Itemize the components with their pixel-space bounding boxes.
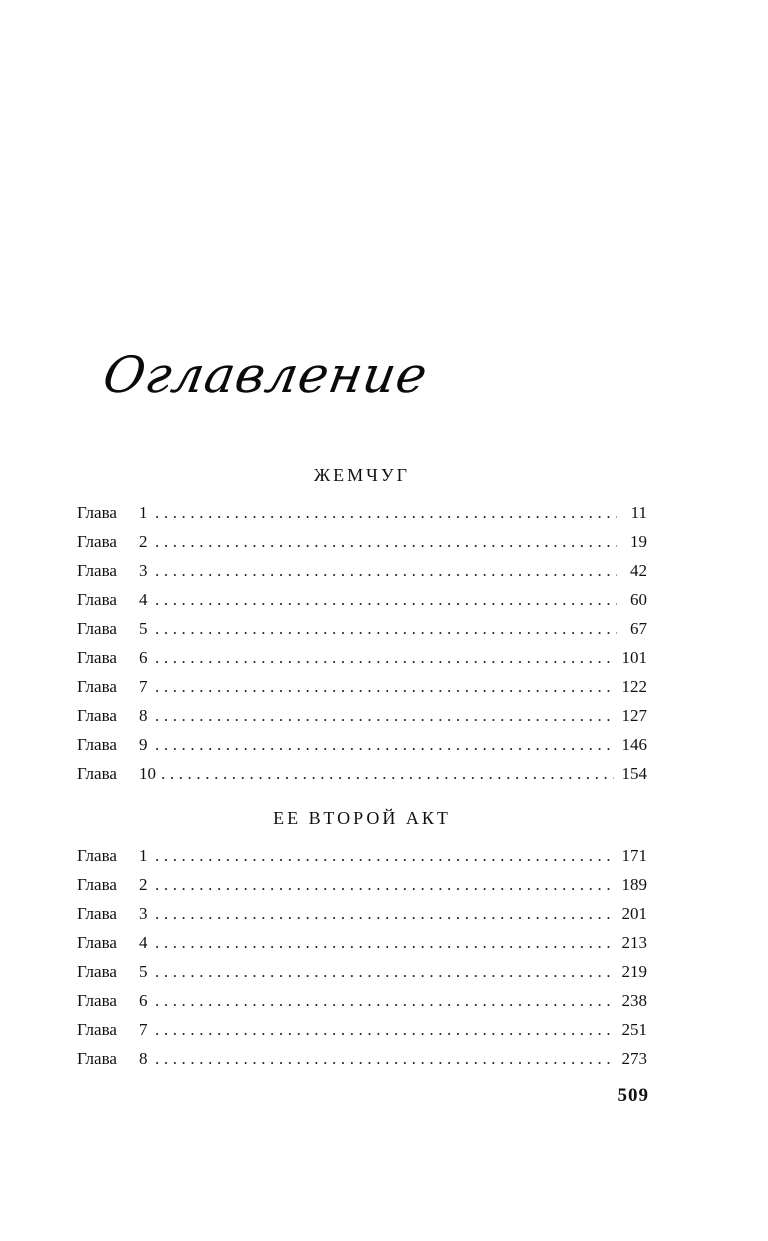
dot-leader (155, 614, 617, 643)
chapter-label: Глава (77, 764, 117, 783)
chapter-number: 6 (139, 991, 148, 1010)
toc-entry (77, 672, 647, 701)
toc-entry (77, 957, 647, 986)
section-heading: ЖЕМЧУГ (314, 465, 410, 485)
chapter-number: 8 (139, 1049, 148, 1068)
chapter-number: 8 (139, 706, 148, 725)
toc-section-2 (77, 806, 647, 1073)
dot-leader (155, 672, 614, 701)
chapter-page-number: 154 (621, 764, 647, 783)
chapter-label: Глава (77, 735, 117, 754)
chapter-page-number: 238 (621, 991, 647, 1010)
dot-leader (155, 585, 617, 614)
chapter-number: 4 (139, 933, 148, 952)
toc-entry (77, 986, 647, 1015)
chapter-label: Глава (77, 677, 117, 696)
chapter-page-number: 189 (621, 875, 647, 894)
chapter-page-number: 273 (621, 1049, 647, 1068)
toc-entry (77, 870, 647, 899)
toc-entry (77, 556, 647, 585)
chapter-page-number: 213 (621, 933, 647, 952)
chapter-number: 6 (139, 648, 148, 667)
dot-leader (155, 928, 614, 957)
dot-leader (155, 1044, 614, 1073)
chapter-label: Глава (77, 846, 117, 865)
dot-leader (155, 730, 614, 759)
chapter-label: Глава (77, 1049, 117, 1068)
chapter-label: Глава (77, 933, 117, 952)
chapter-label: Глава (77, 561, 117, 580)
chapter-number: 2 (139, 532, 148, 551)
chapter-label: Глава (77, 619, 117, 638)
dot-leader (155, 957, 614, 986)
dot-leader (155, 841, 614, 870)
toc-entry (77, 730, 647, 759)
toc-entry (77, 643, 647, 672)
toc-entry (77, 527, 647, 556)
chapter-page-number: 42 (630, 561, 647, 580)
dot-leader (155, 899, 614, 928)
chapter-number: 3 (139, 561, 148, 580)
chapter-page-number: 122 (621, 677, 647, 696)
dot-leader (155, 1015, 614, 1044)
chapter-label: Глава (77, 648, 117, 667)
dot-leader (155, 527, 617, 556)
dot-leader (155, 556, 617, 585)
chapter-label: Глава (77, 590, 117, 609)
chapter-number: 1 (139, 503, 148, 522)
chapter-page-number: 67 (630, 619, 647, 638)
dot-leader (155, 986, 614, 1015)
dot-leader (155, 701, 614, 730)
chapter-label: Глава (77, 991, 117, 1010)
chapter-number: 5 (139, 962, 148, 981)
toc-entry (77, 701, 647, 730)
chapter-page-number: 101 (621, 648, 647, 667)
chapter-list (77, 841, 647, 1073)
chapter-number: 10 (139, 764, 156, 783)
toc-entry (77, 928, 647, 957)
chapter-label: Глава (77, 503, 117, 522)
chapter-page-number: 60 (630, 590, 647, 609)
chapter-number: 2 (139, 875, 148, 894)
chapter-page-number: 219 (621, 962, 647, 981)
chapter-label: Глава (77, 532, 117, 551)
page-number: 509 (617, 1085, 649, 1106)
chapter-number: 7 (139, 1020, 148, 1039)
toc-entry (77, 841, 647, 870)
chapter-number: 4 (139, 590, 148, 609)
chapter-number: 9 (139, 735, 148, 754)
chapter-label: Глава (77, 875, 117, 894)
chapter-list (77, 498, 647, 788)
chapter-label: Глава (77, 962, 117, 981)
chapter-number: 5 (139, 619, 148, 638)
chapter-page-number: 251 (621, 1020, 647, 1039)
chapter-label: Глава (77, 706, 117, 725)
toc-entry (77, 759, 647, 788)
toc-entry (77, 585, 647, 614)
chapter-label: Глава (77, 904, 117, 923)
chapter-page-number: 127 (621, 706, 647, 725)
dot-leader (155, 643, 614, 672)
chapter-number: 1 (139, 846, 148, 865)
chapter-page-number: 146 (621, 735, 647, 754)
chapter-number: 7 (139, 677, 148, 696)
toc-entry (77, 614, 647, 643)
chapter-label: Глава (77, 1020, 117, 1039)
toc-title: Оглавление (98, 346, 433, 404)
section-heading: ЕЕ ВТОРОЙ АКТ (273, 808, 451, 828)
chapter-number: 3 (139, 904, 148, 923)
chapter-page-number: 171 (621, 846, 647, 865)
toc-entry (77, 1015, 647, 1044)
toc-section-1 (77, 463, 647, 788)
dot-leader (161, 759, 614, 788)
toc-entry (77, 1044, 647, 1073)
chapter-page-number: 19 (630, 532, 647, 551)
dot-leader (155, 870, 614, 899)
chapter-page-number: 11 (630, 503, 647, 522)
chapter-page-number: 201 (621, 904, 647, 923)
toc-entry (77, 899, 647, 928)
dot-leader (155, 498, 617, 527)
toc-entry (77, 498, 647, 527)
